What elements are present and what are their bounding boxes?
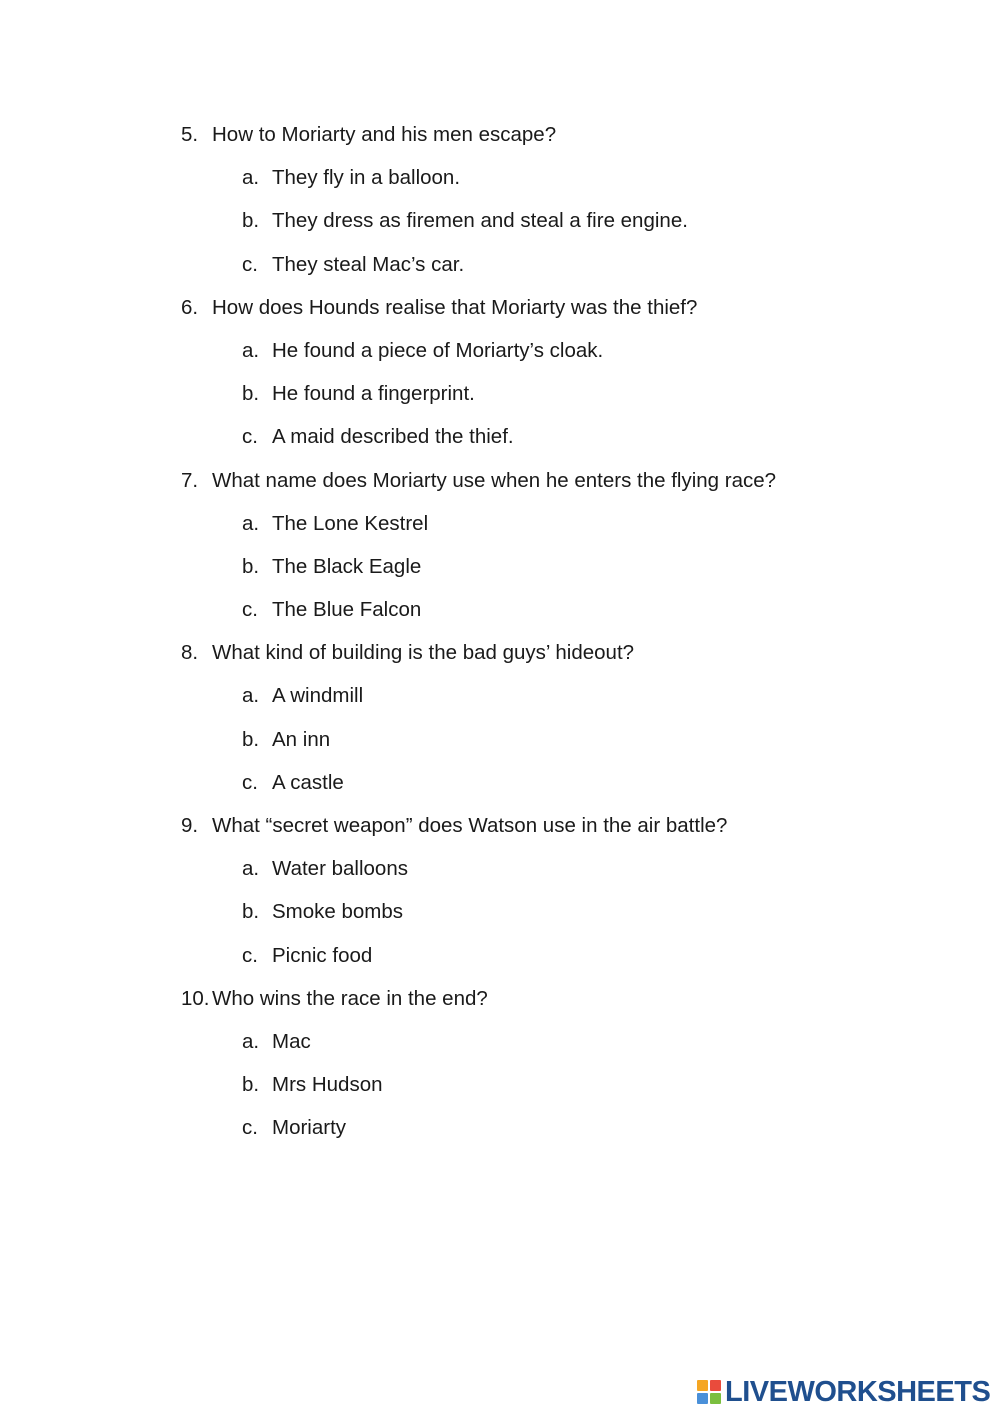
question-text: How does Hounds realise that Moriarty was the thief? (212, 295, 698, 319)
question-list (181, 118, 941, 1155)
answer-option (181, 1025, 941, 1068)
liveworksheets-logo (697, 1374, 990, 1410)
option-letter: c. (242, 1116, 258, 1140)
option-letter: b. (242, 1073, 260, 1097)
option-text: They fly in a balloon. (272, 166, 461, 190)
answer-option (181, 507, 941, 550)
question-text: What “secret weapon” does Watson use in the air battle? (212, 814, 728, 837)
question-text: What name does Moriarty use when he enters the flying race? (212, 468, 777, 492)
answer-option (181, 550, 941, 593)
option-text: A maid described the thief. (272, 425, 514, 449)
option-text: Mac (272, 1029, 311, 1053)
question-item (181, 464, 941, 637)
answer-option (181, 1111, 941, 1154)
option-letter: b. (242, 382, 260, 406)
question-text: What kind of building is the bad guys’ hideout? (212, 641, 635, 665)
question-line (181, 982, 941, 1025)
answer-option (181, 420, 941, 463)
question-number: 8. (181, 641, 199, 665)
question-item (181, 291, 941, 464)
question-number: 6. (181, 295, 199, 319)
answer-option (181, 679, 941, 722)
option-letter: a. (242, 338, 260, 362)
logo-block-icon (697, 1393, 708, 1404)
answer-option (181, 334, 941, 377)
logo-block-icon (697, 1380, 708, 1391)
option-text: The Black Eagle (272, 554, 422, 578)
option-text: The Lone Kestrel (272, 511, 429, 535)
answer-option (181, 939, 941, 982)
option-text: Water balloons (272, 857, 408, 881)
option-text: They steal Mac’s car. (272, 252, 465, 276)
option-text: He found a fingerprint. (272, 382, 475, 406)
logo-text: LIVEWORKSHEETS (725, 1376, 991, 1408)
logo-blocks-icon (697, 1380, 721, 1404)
option-letter: a. (242, 684, 260, 708)
question-text: How to Moriarty and his men escape? (212, 123, 557, 146)
option-text: An inn (272, 727, 331, 751)
option-letter: b. (242, 554, 260, 578)
option-letter: c. (242, 425, 258, 449)
option-text: A castle (272, 770, 344, 794)
answer-option (181, 204, 941, 247)
option-text: A windmill (272, 684, 364, 708)
option-letter: c. (242, 598, 258, 622)
answer-option (181, 248, 941, 291)
option-letter: a. (242, 1029, 260, 1053)
question-item (181, 982, 941, 1155)
question-line (181, 636, 941, 679)
question-number: 10. (181, 986, 210, 1010)
question-number: 9. (181, 814, 199, 837)
option-letter: c. (242, 943, 258, 967)
answer-option (181, 895, 941, 938)
answer-option (181, 593, 941, 636)
option-letter: c. (242, 252, 258, 276)
question-item (181, 636, 941, 809)
option-letter: a. (242, 857, 260, 881)
answer-option (181, 723, 941, 766)
answer-option (181, 852, 941, 895)
logo-block-icon (710, 1380, 721, 1391)
question-number: 5. (181, 123, 199, 146)
question-line (181, 809, 941, 852)
question-item (181, 118, 941, 291)
option-text: Moriarty (272, 1116, 347, 1140)
question-item (181, 809, 941, 982)
option-letter: b. (242, 900, 260, 924)
option-letter: a. (242, 511, 260, 535)
option-text: They dress as firemen and steal a fire engine. (272, 209, 688, 233)
option-letter: b. (242, 727, 260, 751)
option-text: He found a piece of Moriarty’s cloak. (272, 338, 604, 362)
question-number: 7. (181, 468, 199, 492)
question-line (181, 118, 941, 161)
option-text: Mrs Hudson (272, 1073, 383, 1097)
logo-block-icon (710, 1393, 721, 1404)
answer-option (181, 161, 941, 204)
option-letter: a. (242, 166, 260, 190)
answer-option (181, 766, 941, 809)
option-letter: b. (242, 209, 260, 233)
option-letter: c. (242, 770, 258, 794)
question-line (181, 464, 941, 507)
question-text: Who wins the race in the end? (212, 986, 488, 1010)
question-line (181, 291, 941, 334)
option-text: The Blue Falcon (272, 598, 422, 622)
answer-option (181, 377, 941, 420)
option-text: Smoke bombs (272, 900, 404, 924)
option-text: Picnic food (272, 943, 373, 967)
answer-option (181, 1068, 941, 1111)
